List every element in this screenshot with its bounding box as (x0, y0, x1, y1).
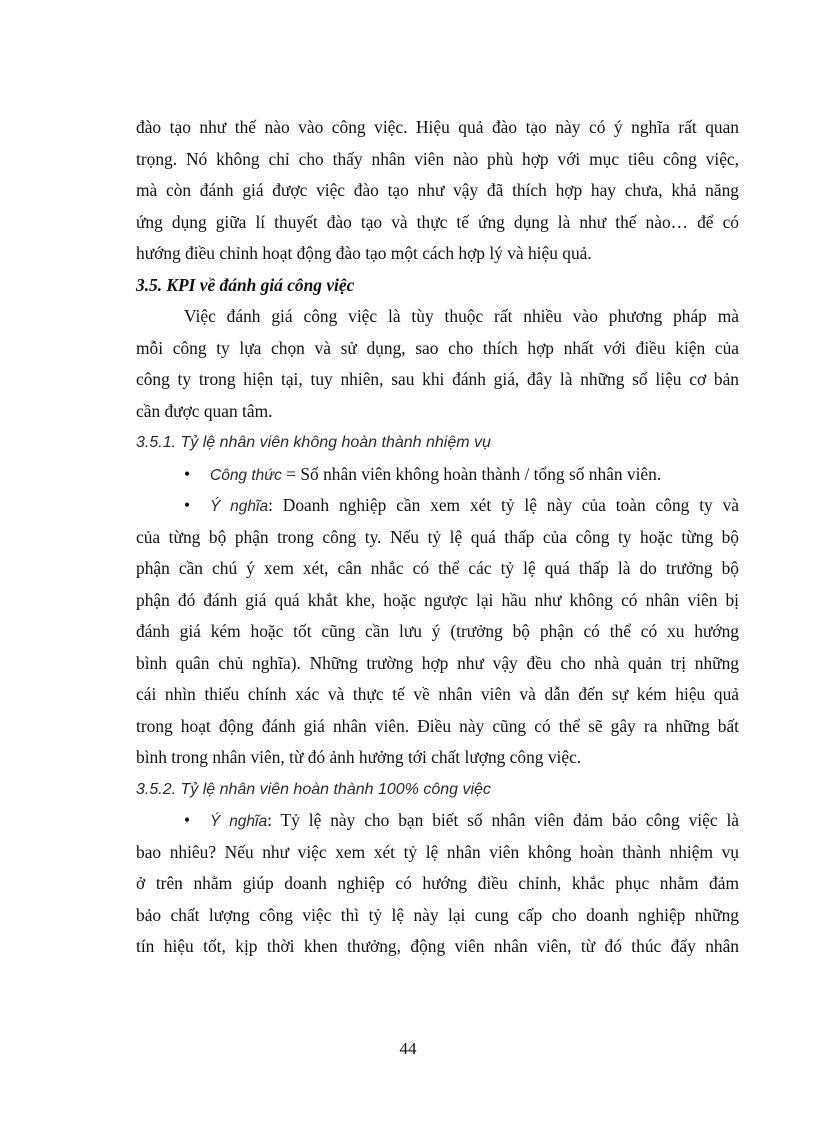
meaning-bullet (136, 805, 739, 837)
meaning-label: Ý nghĩa (210, 498, 269, 515)
paragraph-line: bình trong nhân viên, từ đó ảnh hưởng tới chất lượng công việc. (136, 747, 582, 767)
formula-text: = Số nhân viên không hoàn thành / tổng số nhân viên. (281, 463, 662, 484)
paragraph-line: cần được quan tâm. (136, 400, 273, 421)
paragraph-line: của từng bộ phận trong công ty. Nếu tỷ lệ quá thấp của công ty hoặc từng bộ (136, 526, 739, 547)
bullet-icon: • (184, 495, 191, 515)
paragraph-line: Việc đánh giá công việc là tùy thuộc rất nhiều vào phương pháp mà (184, 306, 739, 326)
paragraph-line: mà còn đánh giá được việc đào tạo như vậy đã thích hợp hay chưa, khả năng (136, 180, 739, 200)
meaning-text: : Doanh nghiệp cần xem xét tỷ lệ này của toàn công ty và (268, 495, 739, 515)
formula-bullet (136, 459, 739, 491)
paragraph-line: ở trên nhằm giúp doanh nghiệp có hướng điều chỉnh, khắc phục nhằm đảm (136, 873, 739, 893)
meaning-bullet (136, 490, 739, 522)
paragraph-line: phận cần chú ý xem xét, cân nhắc có thể các tỷ lệ quá thấp là do trưởng bộ (136, 558, 739, 578)
meaning-label: Ý nghĩa (210, 813, 268, 830)
paragraph-line: phận đó đánh giá quá khắt khe, hoặc ngược lại hầu như không có nhân viên bị (136, 589, 739, 610)
section-heading-3-5: 3.5. KPI về đánh giá công việc (136, 274, 355, 295)
paragraph-line: tín hiệu tốt, kịp thời khen thưởng, động viên nhân viên, từ đó thúc đẩy nhân (136, 936, 739, 956)
paragraph-line: bình quân chủ nghĩa). Những trường hợp như vậy đều cho nhà quản trị những (136, 652, 739, 673)
bullet-icon: • (184, 810, 191, 830)
bullet-icon: • (184, 463, 191, 484)
meaning-text: : Tỷ lệ này cho bạn biết số nhân viên đảm bảo công việc là (267, 810, 739, 830)
paragraph-line: trong hoạt động đánh giá nhân viên. Điều này cũng có thể sẽ gây ra những bất (136, 715, 739, 736)
section-heading-3-5-2: 3.5.2. Tỷ lệ nhân viên hoàn thành 100% công việc (136, 780, 491, 798)
paragraph-line: hướng điều chỉnh hoạt động đào tạo một cách hợp lý và hiệu quả. (136, 243, 592, 263)
page-number: 44 (399, 1039, 417, 1058)
paragraph-line: trọng. Nó không chỉ cho thấy nhân viên nào phù hợp với mục tiêu công việc, (136, 148, 739, 169)
paragraph-line: mỗi công ty lựa chọn và sử dụng, sao cho thích hợp nhất với điều kiện của (136, 337, 739, 358)
paragraph-line: đào tạo như thế nào vào công việc. Hiệu quả đào tạo này có ý nghĩa rất quan (136, 117, 739, 137)
paragraph-line: công ty trong hiện tại, tuy nhiên, sau khi đánh giá, đây là những số liệu cơ bản (136, 369, 739, 389)
paragraph-line: bảo chất lượng công việc thì tỷ lệ này lại cung cấp cho doanh nghiệp những (136, 904, 739, 925)
formula-label: Công thức (210, 466, 282, 484)
section-heading-3-5-1: 3.5.1. Tỷ lệ nhân viên không hoàn thành nhiệm vụ (136, 434, 491, 451)
paragraph-line: cái nhìn thiếu chính xác và thực tế về nhân viên và dẫn đến sự kém hiệu quả (136, 684, 739, 704)
page-body (136, 112, 739, 963)
paragraph-line: đánh giá kém hoặc tốt cũng cần lưu ý (trưởng bộ phận có thể có xu hướng (136, 621, 739, 641)
paragraph-line: bao nhiêu? Nếu như việc xem xét tỷ lệ nhân viên không hoàn thành nhiệm vụ (136, 841, 739, 862)
paragraph-line: ứng dụng giữa lí thuyết đào tạo và thực tế ứng dụng là như thế nào… để có (136, 211, 739, 232)
